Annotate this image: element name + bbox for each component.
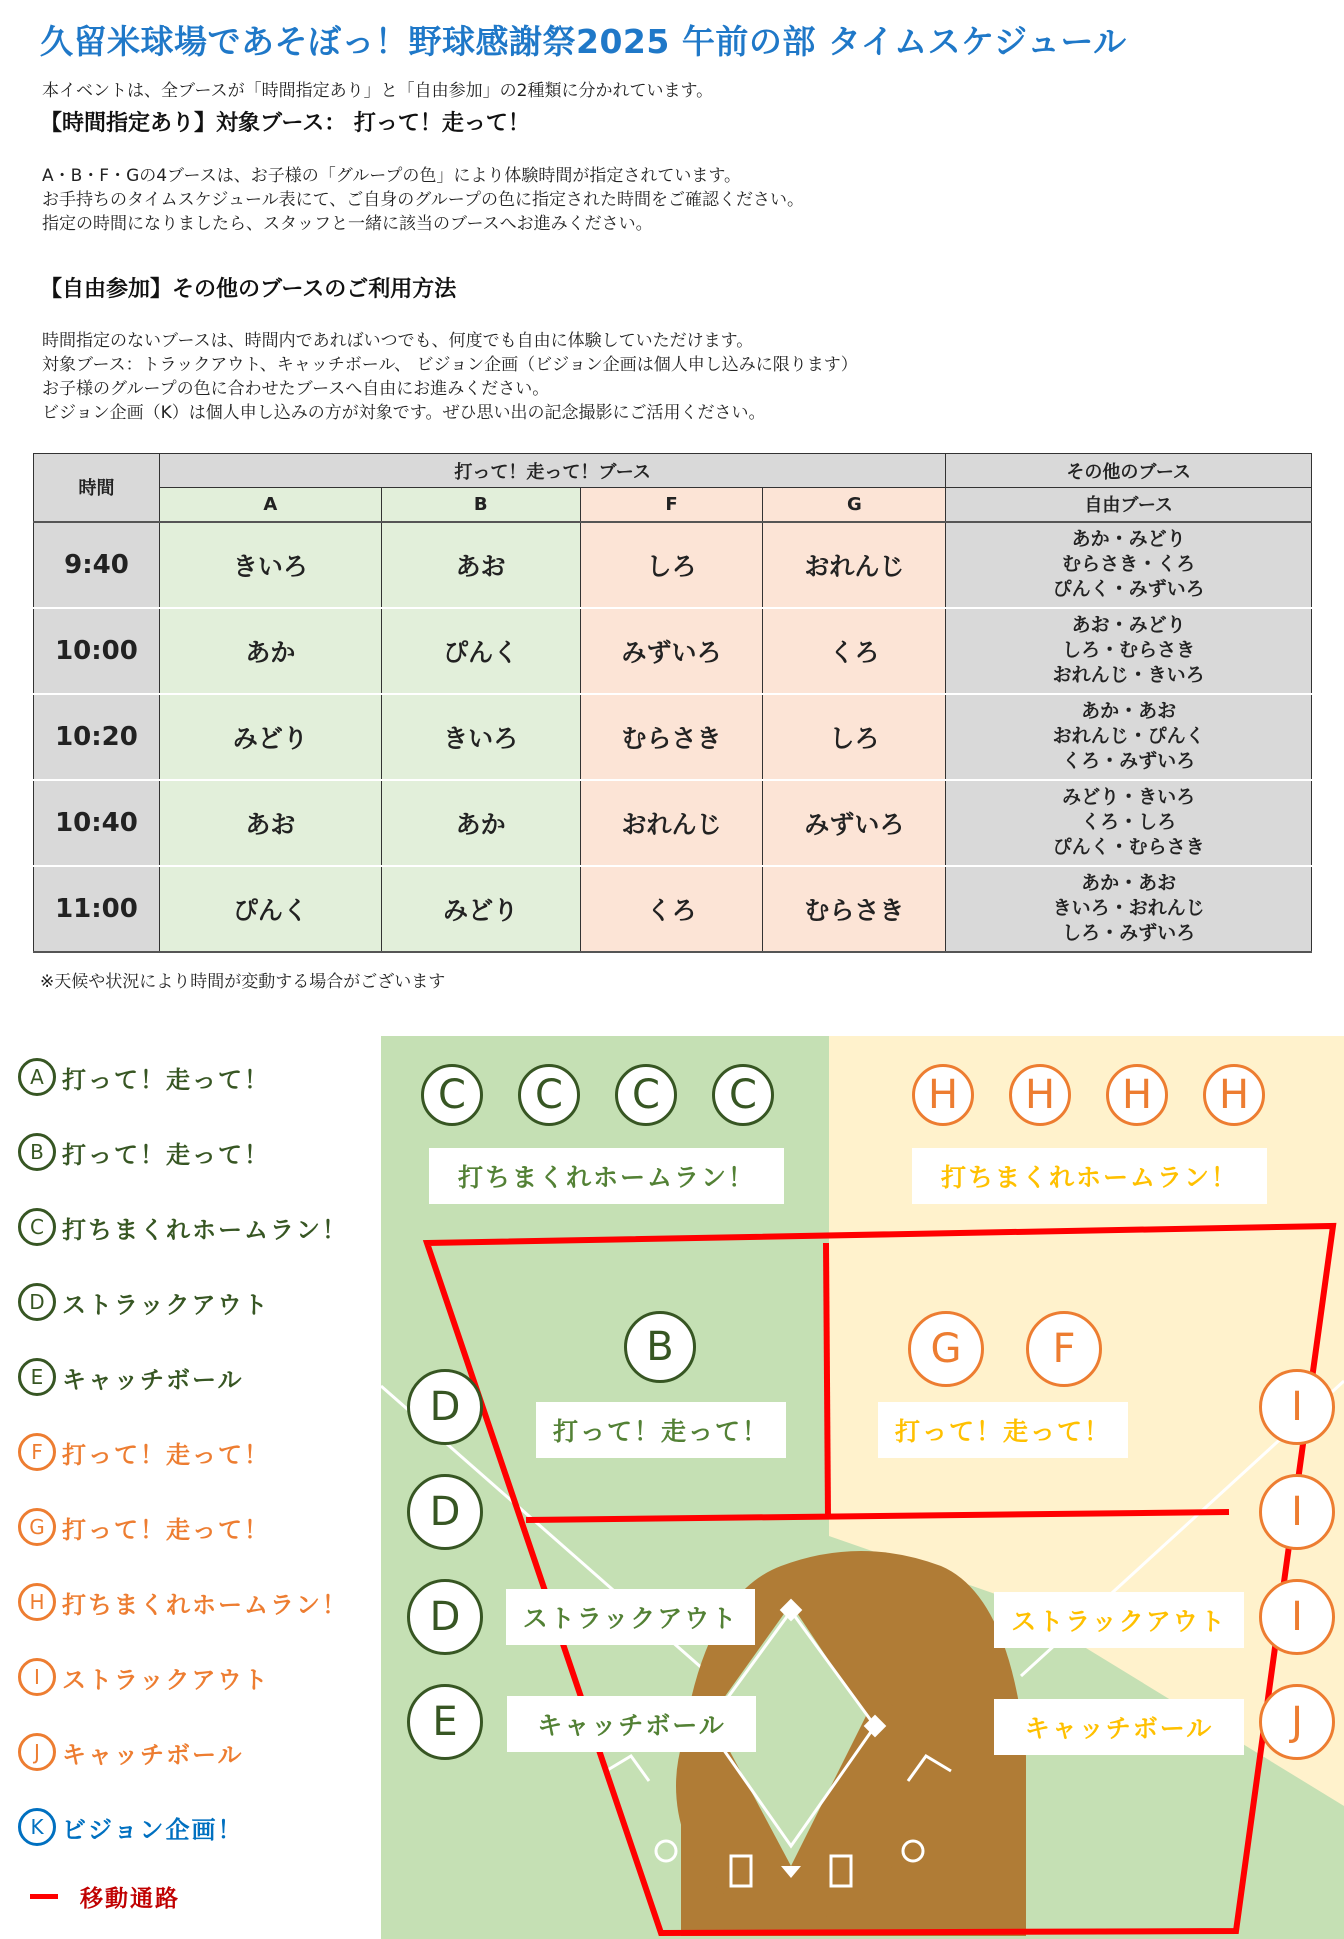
cell-free [946,608,1312,694]
section2-line: 時間指定のないブースは、時間内であればいつでも、何度でも自由に体験していただけます。 [42,331,754,351]
section2-heading: 【自由参加】その他のブースのご利用方法 [40,277,457,302]
cell-a: きいろ [159,522,381,608]
section1-line: お手持ちのタイムスケジュール表にて、ご自身のグループの色に指定された時間をご確認ください。 [42,190,804,210]
table-row [34,866,1312,952]
cell-free [946,866,1312,952]
free-groups-line: しろ・むらさき [1062,639,1196,661]
legend-label: キャッチボール [62,1365,244,1394]
table-row [34,694,1312,780]
free-groups-line: あか・あお [1081,872,1177,894]
cell-a: あお [159,780,381,866]
free-groups-line: みどり・きいろ [1062,786,1196,808]
free-groups-line: あか・あお [1081,700,1177,722]
booth-d-marker: D [407,1474,483,1550]
label-strikeout-i: ストラックアウト [994,1592,1244,1648]
schedule-note: ※天候や状況により時間が変動する場合がございます [40,972,446,992]
cell-free [946,694,1312,780]
free-groups-line: くろ・みずいろ [1062,750,1196,772]
letter-c-icon: C [18,1208,56,1246]
cell-f: しろ [580,522,763,608]
header-other-booths: その他のブース [946,454,1312,488]
cell-f: くろ [580,866,763,952]
cell-b: きいろ [381,694,580,780]
legend-label: 打って！走って！ [62,1140,270,1169]
time-cell: 10:20 [34,694,160,780]
free-groups-line: ぴんく・むらさき [1052,836,1205,858]
letter-j-icon: J [18,1733,56,1771]
legend-label: 打ちまくれホームラン！ [62,1215,348,1244]
legend-item-h [18,1583,348,1621]
free-groups-line: しろ・みずいろ [1062,922,1196,944]
booth-e-marker: E [407,1684,483,1760]
cell-a: あか [159,608,381,694]
header-col-g: G [763,488,946,522]
legend-label: 打って！走って！ [62,1515,270,1544]
intro-text: 本イベントは、全ブースが「時間指定あり」と「自由参加」の2種類に分かれています。 [42,81,714,101]
legend-item-i [18,1658,270,1696]
stadium-map [381,1036,1344,1939]
cell-a: ぴんく [159,866,381,952]
cell-g: みずいろ [763,780,946,866]
legend-label: 打って！走って！ [62,1065,270,1094]
time-cell: 10:40 [34,780,160,866]
booth-c-marker: C [421,1064,483,1126]
legend-item-k [18,1808,244,1846]
booth-h-marker: H [1009,1064,1071,1126]
section1-line: A・B・F・Gの4ブースは、お子様の「グループの色」により体験時間が指定されています。 [42,166,741,186]
label-homerun-c: 打ちまくれホームラン！ [429,1148,784,1204]
booth-c-marker: C [518,1064,580,1126]
legend-label: 移動通路 [80,1886,180,1912]
header-col-f: F [580,488,763,522]
letter-b-icon: B [18,1133,56,1171]
label-homerun-h: 打ちまくれホームラン！ [912,1148,1267,1204]
legend-label: ストラックアウト [62,1665,270,1694]
legend-item-e [18,1358,244,1396]
time-cell: 9:40 [34,522,160,608]
header-col-b: B [381,488,580,522]
label-catchball-j: キャッチボール [994,1699,1244,1755]
letter-d-icon: D [18,1283,56,1321]
legend-item-f [18,1433,270,1471]
letter-i-icon: I [18,1658,56,1696]
letter-a-icon: A [18,1058,56,1096]
letter-f-icon: F [18,1433,56,1471]
label-strikeout-d: ストラックアウト [506,1589,755,1645]
header-col-a: A [159,488,381,522]
legend-item-path [18,1880,180,1913]
letter-h-icon: H [18,1583,56,1621]
label-catchball-e: キャッチボール [507,1696,756,1752]
section1-heading: 【時間指定あり】対象ブース： 打って！走って！ [40,111,530,136]
header-time: 時間 [34,454,160,522]
legend-item-g [18,1508,270,1546]
time-cell: 10:00 [34,608,160,694]
free-groups-line: あか・みどり [1071,528,1186,550]
cell-free [946,780,1312,866]
booth-b-marker: B [624,1311,696,1383]
booth-j-marker: J [1259,1684,1335,1760]
booth-i-marker: I [1259,1369,1335,1445]
cell-b: ぴんく [381,608,580,694]
letter-k-icon: K [18,1808,56,1846]
cell-f: むらさき [580,694,763,780]
table-row [34,522,1312,608]
section2-line: お子様のグループの色に合わせたブースへ自由にお進みください。 [42,379,550,399]
booth-d-marker: D [407,1369,483,1445]
cell-a: みどり [159,694,381,780]
letter-e-icon: E [18,1358,56,1396]
label-batrun-b: 打って！走って！ [536,1402,786,1458]
label-batrun-fg: 打って！走って！ [878,1402,1128,1458]
legend-item-b [18,1133,270,1171]
free-groups-line: くろ・しろ [1081,811,1177,833]
table-row [34,780,1312,866]
booth-d-marker: D [407,1579,483,1655]
legend-label: 打って！走って！ [62,1440,270,1469]
legend-item-c [18,1208,348,1246]
page-title: 久留米球場であそぼっ！野球感謝祭2025 午前の部 タイムスケジュール [40,22,1127,61]
cell-f: おれんじ [580,780,763,866]
section2-line: 対象ブース：トラックアウト、キャッチボール、 ビジョン企画（ビジョン企画は個人申し込みに限ります） [42,355,858,375]
cell-f: みずいろ [580,608,763,694]
time-cell: 11:00 [34,866,160,952]
cell-g: おれんじ [763,522,946,608]
free-groups-line: あお・みどり [1071,614,1186,636]
section2-line: ビジョン企画（K）は個人申し込みの方が対象です。ぜひ思い出の記念撮影にご活用ください。 [42,403,766,423]
free-groups-line: きいろ・おれんじ [1052,897,1205,919]
legend-item-d [18,1283,270,1321]
section1-line: 指定の時間になりましたら、スタッフと一緒に該当のブースへお進みください。 [42,214,653,234]
booth-c-marker: C [615,1064,677,1126]
header-batrun-booths: 打って！走って！ブース [159,454,945,488]
free-groups-line: むらさき・くろ [1062,553,1196,575]
cell-g: むらさき [763,866,946,952]
legend-label: ビジョン企画！ [62,1815,244,1844]
cell-b: あか [381,780,580,866]
cell-b: あお [381,522,580,608]
legend-label: 打ちまくれホームラン！ [62,1590,348,1619]
booth-h-marker: H [1203,1064,1265,1126]
legend-item-j [18,1733,244,1771]
free-groups-line: おれんじ・ぴんく [1052,725,1205,747]
booth-h-marker: H [1106,1064,1168,1126]
cell-b: みどり [381,866,580,952]
legend-label: ストラックアウト [62,1290,270,1319]
header-free-booth: 自由ブース [946,488,1312,522]
cell-g: くろ [763,608,946,694]
legend-label: キャッチボール [62,1740,244,1769]
free-groups-line: おれんじ・きいろ [1052,664,1205,686]
booth-i-marker: I [1259,1474,1335,1550]
cell-g: しろ [763,694,946,780]
letter-g-icon: G [18,1508,56,1546]
red-path-line-icon [30,1894,58,1899]
free-groups-line: ぴんく・みずいろ [1052,578,1205,600]
booth-g-marker: G [908,1311,984,1387]
schedule-table [33,453,1312,953]
booth-c-marker: C [712,1064,774,1126]
cell-free [946,522,1312,608]
booth-i-marker: I [1259,1579,1335,1655]
booth-h-marker: H [912,1064,974,1126]
legend-item-a [18,1058,270,1096]
table-row [34,608,1312,694]
booth-f-marker: F [1026,1311,1102,1387]
